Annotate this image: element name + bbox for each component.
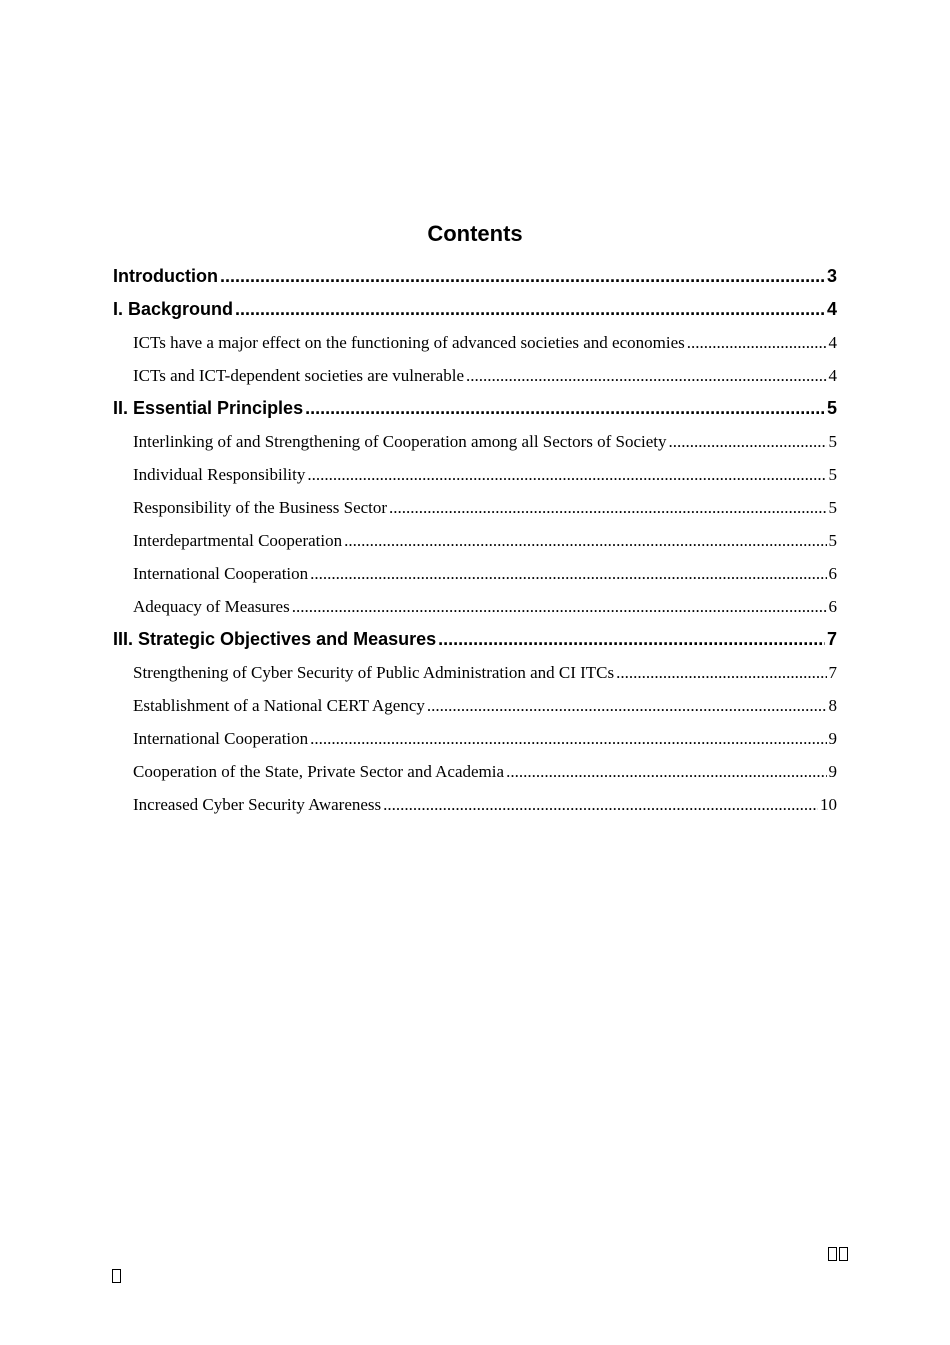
toc-section-entry[interactable] xyxy=(113,392,837,425)
toc-entry-page-number: 9 xyxy=(828,729,837,748)
toc-dot-leader xyxy=(687,326,827,359)
toc-entry-text: Individual Responsibility xyxy=(133,465,306,484)
toc-dot-leader xyxy=(466,359,827,392)
toc-list xyxy=(113,260,837,821)
toc-entry-page-number: 5 xyxy=(828,432,837,451)
toc-dot-leader xyxy=(427,689,827,722)
toc-entry-text: I. Background xyxy=(113,299,234,319)
toc-dot-leader xyxy=(310,557,826,590)
toc-entry-text: Introduction xyxy=(113,266,218,286)
toc-entry-text: Increased Cyber Security Awareness xyxy=(133,795,382,814)
toc-entry-text: ICTs and ICT-dependent societies are vulnerable xyxy=(133,366,464,385)
toc-section-entry[interactable] xyxy=(113,260,837,293)
toc-subsection-entry[interactable] xyxy=(113,689,837,722)
toc-dot-leader xyxy=(506,755,826,788)
toc-entry-page-number: 5 xyxy=(828,498,837,517)
toc-entry-text: Establishment of a National CERT Agency xyxy=(133,696,425,715)
toc-subsection-entry[interactable] xyxy=(113,722,837,755)
toc-entry-page-number: 7 xyxy=(826,629,837,649)
toc-dot-leader xyxy=(305,392,825,425)
toc-entry-page-number: 10 xyxy=(820,795,837,814)
toc-entry-page-number: 5 xyxy=(826,398,837,418)
toc-entry-page-number: 5 xyxy=(828,531,837,550)
toc-subsection-entry[interactable] xyxy=(113,458,837,491)
toc-dot-leader xyxy=(389,491,826,524)
toc-entry-text: ICTs have a major effect on the functioning of advanced societies and economies xyxy=(133,333,685,352)
toc-dot-leader xyxy=(669,425,827,458)
toc-dot-leader xyxy=(310,722,826,755)
toc-section-entry[interactable] xyxy=(113,623,837,656)
toc-entry-text: Interlinking of and Strengthening of Cooperation among all Sectors of Society xyxy=(133,432,667,451)
toc-subsection-entry[interactable] xyxy=(113,557,837,590)
toc-subsection-entry[interactable] xyxy=(113,491,837,524)
toc-dot-leader xyxy=(383,788,818,821)
toc-entry-page-number: 5 xyxy=(828,465,837,484)
missing-glyph-icon xyxy=(112,1269,121,1283)
toc-section-entry[interactable] xyxy=(113,293,837,326)
toc-entry-text: Strengthening of Cyber Security of Public Administration and CI ITCs xyxy=(133,663,615,682)
toc-entry-text: Adequacy of Measures xyxy=(133,597,290,616)
toc-entry-page-number: 6 xyxy=(828,597,837,616)
toc-dot-leader xyxy=(616,656,826,689)
toc-title: Contents xyxy=(427,221,523,246)
toc-subsection-entry[interactable] xyxy=(113,755,837,788)
toc-dot-leader xyxy=(344,524,826,557)
toc-entry-page-number: 4 xyxy=(828,366,837,385)
toc-subsection-entry[interactable] xyxy=(113,326,837,359)
footer-mark xyxy=(112,1268,123,1284)
toc-subsection-entry[interactable] xyxy=(113,425,837,458)
toc-entry-page-number: 8 xyxy=(828,696,837,715)
toc-entry-page-number: 4 xyxy=(826,299,837,319)
toc-entry-page-number: 4 xyxy=(828,333,837,352)
toc-subsection-entry[interactable] xyxy=(113,656,837,689)
toc-subsection-entry[interactable] xyxy=(113,590,837,623)
toc-subsection-entry[interactable] xyxy=(113,524,837,557)
missing-glyph-icon xyxy=(839,1247,848,1261)
toc-dot-leader xyxy=(220,260,825,293)
toc-entry-text: International Cooperation xyxy=(133,729,309,748)
footer-page-number xyxy=(828,1246,850,1262)
toc-entry-page-number: 6 xyxy=(828,564,837,583)
toc-entry-text: III. Strategic Objectives and Measures xyxy=(113,629,437,649)
toc-dot-leader xyxy=(292,590,827,623)
toc-dot-leader xyxy=(307,458,826,491)
toc-entry-text: Responsibility of the Business Sector xyxy=(133,498,388,517)
toc-entry-text: International Cooperation xyxy=(133,564,309,583)
toc-dot-leader xyxy=(235,293,825,326)
toc-entry-page-number: 9 xyxy=(828,762,837,781)
toc-entry-text: Interdepartmental Cooperation xyxy=(133,531,343,550)
missing-glyph-icon xyxy=(828,1247,837,1261)
toc-entry-text: II. Essential Principles xyxy=(113,398,304,418)
toc-subsection-entry[interactable] xyxy=(113,359,837,392)
toc-entry-page-number: 7 xyxy=(828,663,837,682)
toc-subsection-entry[interactable] xyxy=(113,788,837,821)
toc-entry-page-number: 3 xyxy=(826,266,837,286)
toc-dot-leader xyxy=(438,623,825,656)
toc-entry-text: Cooperation of the State, Private Sector and Academia xyxy=(133,762,505,781)
